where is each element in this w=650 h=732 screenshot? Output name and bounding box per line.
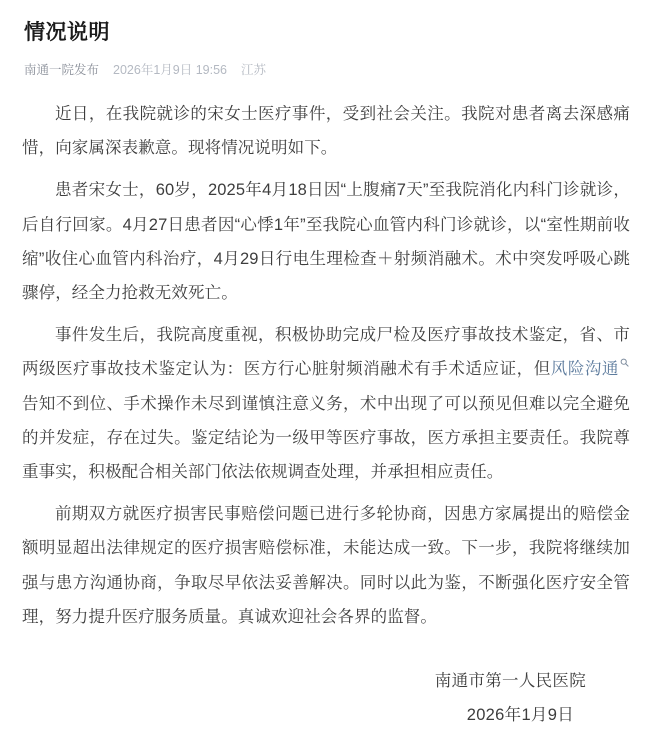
paragraph-3 (22, 318, 630, 489)
article-header (0, 0, 650, 79)
article-body (0, 79, 650, 732)
paragraph-3-text-before-keyword: 事件发生后，我院高度重视，积极协助完成尸检及医疗事故技术鉴定，省、市两级医疗事故技术鉴定认为：医方行心脏射频消融术有手术适应证，但 (22, 326, 630, 379)
article-metadata (24, 61, 626, 79)
signature-date: 2026年1月9日 (466, 706, 574, 725)
paragraph-2: 患者宋女士，60岁，2025年4月18日因“上腹痛7天”至我院消化内科门诊就诊，后自行回家。4月27日患者因“心悸1年”至我院心血管内科门诊就诊，以“室性期前收缩”收住心血管内科治疗，4月29日行电生理检查＋射频消融术。术中突发呼吸心跳骤停，经全力抢救无效死亡。 (22, 181, 630, 303)
paragraph-3-text-after-keyword: 告知不到位、手术操作未尽到谨慎注意义务，术中出现了可以预见但难以完全避免的并发症，存在过失。鉴定结论为一级甲等医疗事故，医方承担主要责任。我院尊重事实，积极配合相关部门依法依规调查处理，并承担相应责任。 (22, 394, 630, 482)
signature-organization: 南通市第一人民医院 (434, 672, 586, 691)
paragraph-1: 近日，在我院就诊的宋女士医疗事件，受到社会关注。我院对患者离去深感痛惜，向家属深表歉意。现将情况说明如下。 (22, 105, 630, 158)
meta-timestamp: 2026年1月9日 19:56 (113, 63, 227, 77)
meta-location: 江苏 (240, 63, 266, 77)
meta-source: 南通一院发布 (24, 63, 100, 77)
page-title: 情况说明 (24, 21, 110, 44)
keyword-link-risk-communication[interactable]: 风险沟通 (550, 360, 619, 379)
search-icon[interactable] (620, 358, 629, 367)
paragraph-4: 前期双方就医疗损害民事赔偿问题已进行多轮协商，因患方家属提出的赔偿金额明显超出法律规定的医疗损害赔偿标准，未能达成一致。下一步，我院将继续加强与患方沟通协商，争取尽早依法妥善解决。同时以此为鉴，不断强化医疗安全管理，努力提升医疗服务质量。真诚欢迎社会各界的监督。 (22, 505, 630, 626)
signature-block (22, 664, 630, 732)
